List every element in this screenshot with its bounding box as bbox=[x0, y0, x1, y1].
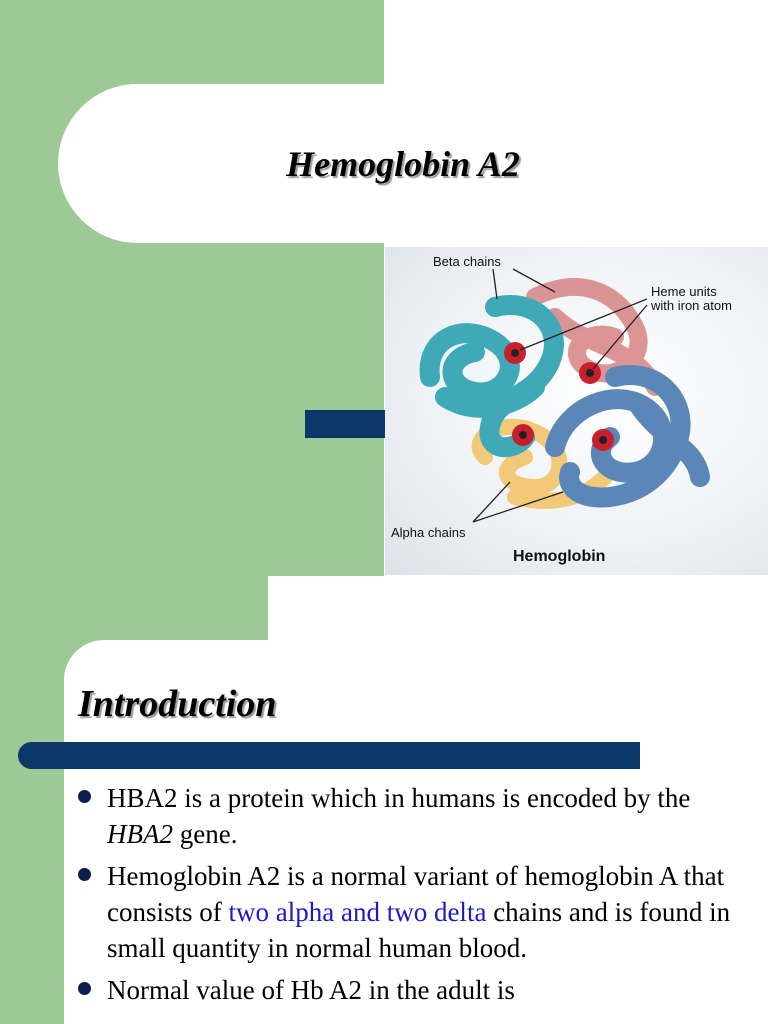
bullet-text: chains and is found in small quantity in normal human blood. bbox=[107, 897, 731, 963]
bullet-item bbox=[74, 858, 754, 966]
bullet-text: HBA2 is a protein which in humans is encoded by the bbox=[107, 783, 691, 813]
heme-label-line2: with iron atom bbox=[651, 298, 732, 313]
figure-caption: Hemoglobin bbox=[513, 548, 606, 565]
bullet-text: Normal value of Hb A2 in the adult is bbox=[107, 975, 515, 1005]
bullet-icon bbox=[78, 982, 91, 995]
hemoglobin-figure bbox=[385, 247, 768, 575]
heme-units-label bbox=[651, 285, 732, 313]
beta-chains-label: Beta chains bbox=[433, 254, 501, 269]
bullet-item bbox=[74, 972, 754, 1008]
title-underline-bar bbox=[18, 742, 640, 769]
gene-name: HBA2 bbox=[107, 819, 173, 849]
highlighted-text: two alpha and two delta bbox=[228, 897, 487, 927]
bullet-text: gene. bbox=[172, 819, 238, 849]
bullet-text: Hemoglobin A2 is a normal variant of hemoglobin A that consists of bbox=[107, 861, 725, 927]
bullet-item bbox=[74, 780, 754, 852]
heme-label-line1: Heme units bbox=[651, 284, 717, 299]
bullet-icon bbox=[78, 790, 91, 803]
bullet-list bbox=[74, 780, 754, 1014]
bullet-icon bbox=[78, 868, 91, 881]
slide-title: Hemoglobin A2 bbox=[286, 143, 520, 184]
alpha-chains-label: Alpha chains bbox=[391, 525, 466, 540]
slide2-title: Introduction bbox=[78, 683, 277, 725]
slide2-white-strip bbox=[268, 576, 768, 640]
